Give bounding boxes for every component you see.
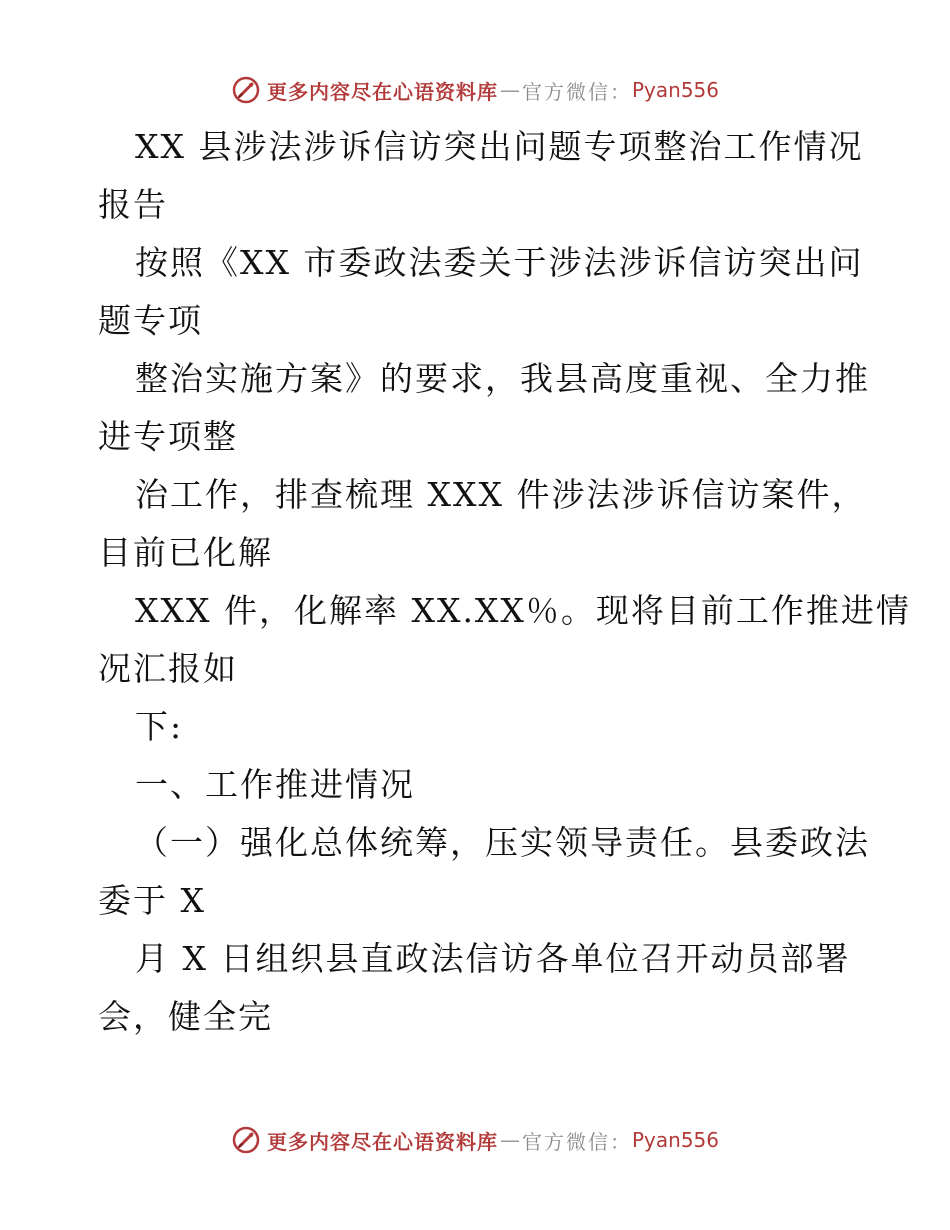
footer-banner: [0, 1120, 950, 1160]
doc-title-line-2: 报告: [98, 185, 168, 224]
banner-wechat-label: 官方微信：: [521, 79, 632, 104]
doc-title-line-1: XX 县涉法涉诉信访突出问题专项整治工作情况: [135, 127, 864, 166]
doc-paragraph-line: 进专项整: [98, 417, 238, 456]
header-banner: [0, 70, 950, 110]
banner-wechat-id: Pyan556: [631, 78, 719, 102]
doc-paragraph-line: 题专项: [98, 301, 203, 340]
doc-paragraph-line: 整治实施方案》的要求，我县高度重视、全力推: [135, 359, 870, 398]
doc-subsection-line: （一）强化总体统筹，压实领导责任。县委政法: [135, 823, 870, 862]
doc-paragraph-line: 目前已化解: [98, 533, 273, 572]
doc-paragraph-line: XXX 件，化解率 XX.XX％。现将目前工作推进情: [135, 591, 911, 630]
doc-paragraph-line: 治工作，排查梳理 XXX 件涉法涉诉信访案件，: [135, 475, 867, 514]
banner-separator: —: [499, 1128, 520, 1152]
pen-circle-logo-icon: [231, 1125, 261, 1155]
doc-paragraph-line: 会，健全完: [98, 997, 273, 1036]
doc-paragraph-line: 况汇报如: [98, 649, 238, 688]
document-body: [98, 118, 911, 1046]
banner-wechat-label: 官方微信：: [521, 1129, 632, 1154]
pen-circle-logo-icon: [231, 75, 261, 105]
doc-paragraph-line: 按照《XX 市委政法委关于涉法涉诉信访突出问: [135, 243, 864, 282]
banner-wechat-id: Pyan556: [631, 1128, 719, 1152]
banner-promo-text: 更多内容尽在心语资料库: [266, 79, 498, 104]
banner-promo-text: 更多内容尽在心语资料库: [266, 1129, 498, 1154]
doc-paragraph-line: 下:: [135, 707, 184, 746]
doc-paragraph-line: 委于 X: [98, 881, 206, 920]
banner-separator: —: [499, 78, 520, 102]
doc-section-heading: 一、工作推进情况: [135, 765, 415, 804]
doc-paragraph-line: 月 X 日组织县直政法信访各单位召开动员部署: [135, 939, 851, 978]
